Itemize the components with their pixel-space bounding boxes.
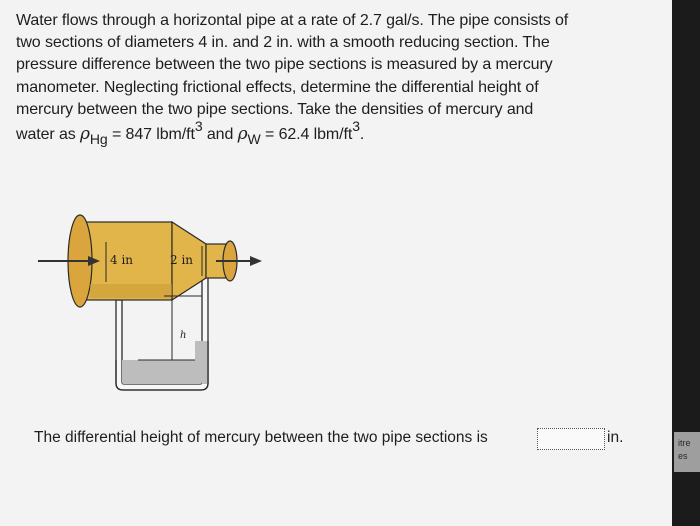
rho-w-subscript: W bbox=[247, 131, 261, 148]
label-h: h bbox=[180, 330, 187, 341]
problem-line-4: manometer. Neglecting frictional effects, determine the differential height of bbox=[16, 78, 539, 96]
label-diameter-large: 4 in bbox=[110, 253, 134, 267]
outlet-arrow-head bbox=[250, 256, 262, 266]
mercury-column bbox=[122, 341, 202, 384]
density-and: and bbox=[202, 126, 238, 144]
problem-line-2: two sections of diameters 4 in. and 2 in. with a smooth reducing section. The bbox=[16, 34, 550, 52]
edge-cut-text-1: itre bbox=[678, 438, 691, 448]
mercury-right-leg bbox=[202, 341, 208, 384]
rho-w-exponent: 3 bbox=[352, 118, 360, 135]
rho-hg-subscript: Hg bbox=[89, 131, 108, 148]
density-end: . bbox=[359, 126, 365, 144]
label-diameter-small: 2 in bbox=[170, 253, 194, 267]
rho-hg-exponent: 3 bbox=[194, 118, 203, 135]
problem-line-3: pressure difference between the two pipe sections is measured by a mercury bbox=[16, 56, 553, 74]
right-edge-strip bbox=[672, 0, 700, 526]
answer-input-box[interactable] bbox=[537, 428, 605, 450]
edge-cut-text-2: es bbox=[678, 451, 688, 461]
answer-unit: in. bbox=[607, 429, 624, 446]
rho-hg-symbol: ρ bbox=[80, 124, 90, 145]
edge-panel bbox=[674, 432, 700, 472]
problem-line-1: Water flows through a horizontal pipe at a rate of 2.7 gal/s. The pipe consists of bbox=[16, 12, 569, 29]
answer-input[interactable] bbox=[538, 429, 604, 449]
problem-statement bbox=[16, 10, 664, 150]
rho-w-symbol: ρ bbox=[237, 124, 248, 145]
problem-line-5: mercury between the two pipe sections. Take the densities of mercury and bbox=[16, 100, 534, 118]
density-intro: water as bbox=[16, 126, 81, 144]
pipe-manometer-figure bbox=[30, 200, 280, 400]
density-line bbox=[16, 118, 664, 150]
pipe-manometer-diagram bbox=[30, 200, 280, 400]
rho-hg-value: = 847 lbm/ft bbox=[107, 126, 195, 144]
pipe-shade bbox=[90, 284, 172, 298]
rho-w-value: = 62.4 lbm/ft bbox=[260, 126, 353, 144]
answer-prompt: The differential height of mercury between the two pipe sections is bbox=[34, 429, 488, 446]
